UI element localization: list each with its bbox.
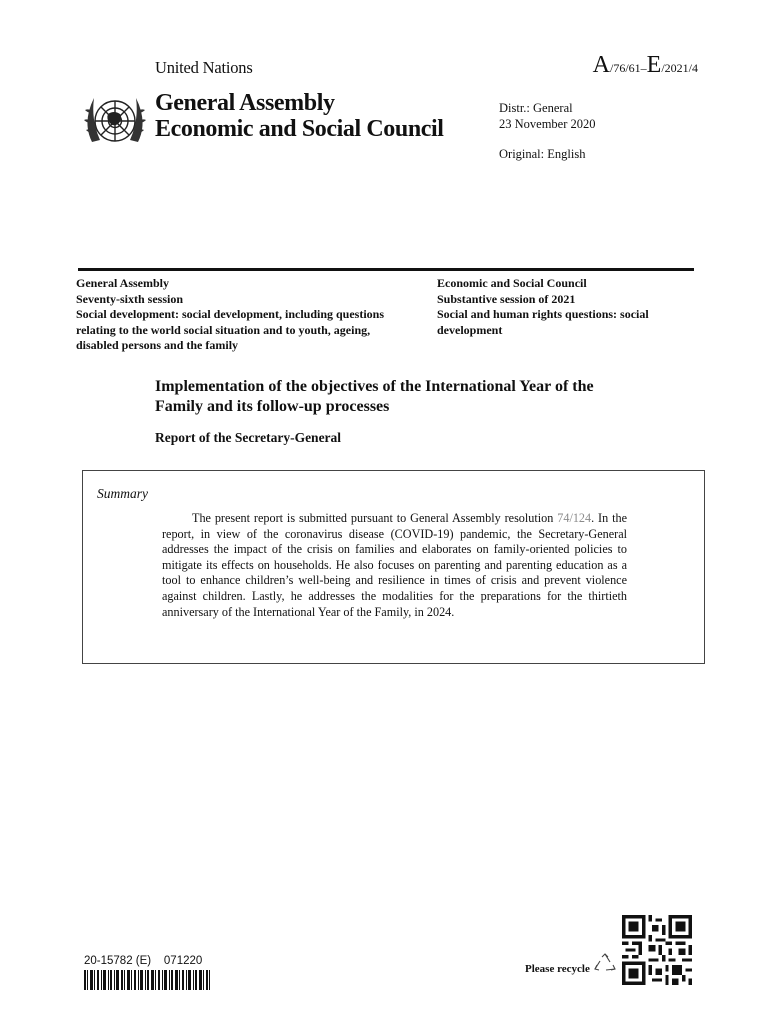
- summary-heading: Summary: [97, 486, 148, 501]
- agenda-general-assembly: [76, 276, 396, 354]
- summary-text-end: . In the report, in view of the coronavirus disease (COVID-19) pandemic, the Secretary-General addresses the impact of the crisis on families and elaborates on family-oriented policies to mitigate its effects on households. He also focuses on parenting and parenting education as a tool to enhance children’s well-being and resilience in times of crisis and prevent violence against children. Lastly, he addresses the modalities for the preparations for the thirtieth anniversary of the International Year of the Family, in 2024.: [162, 511, 627, 619]
- resolution-link[interactable]: 74/124: [557, 511, 592, 525]
- organ-general-assembly: General Assembly: [155, 90, 335, 116]
- issue-date: 23 November 2020: [499, 117, 596, 131]
- symbol-e-suffix: /2021/4: [661, 61, 698, 75]
- agenda-left-line-1: General Assembly: [76, 276, 169, 290]
- agenda-ecosoc: [437, 276, 695, 338]
- qr-code-icon: [622, 915, 692, 985]
- distribution: Distr.: General: [499, 101, 573, 115]
- agenda-left-line-3: Social development: social development, including questions relating to the world social situation and to youth, ageing, disabled persons and the family: [76, 307, 385, 352]
- agenda-left-line-2: Seventy-sixth session: [76, 291, 184, 306]
- symbol-a: A: [592, 52, 610, 78]
- original-language: Original: English: [499, 147, 586, 161]
- summary-text: [162, 511, 627, 620]
- recycle-icon: [593, 953, 617, 977]
- org-name: United Nations: [155, 58, 253, 77]
- header-divider: [78, 268, 694, 271]
- agenda-right-line-3: Social and human rights questions: social development: [437, 307, 649, 337]
- document-title: Implementation of the objectives of the International Year of the Family and its follow-up processes: [155, 378, 594, 415]
- recycle-label: Please recycle: [525, 963, 590, 975]
- symbol-e: E: [646, 52, 662, 78]
- summary-text-start: The present report is submitted pursuant to General Assembly resolution: [192, 511, 558, 525]
- symbol-a-suffix: /76/61–: [609, 61, 647, 75]
- organ-ecosoc: Economic and Social Council: [155, 116, 444, 142]
- document-number: 20-15782 (E) 071220: [84, 955, 203, 967]
- agenda-right-line-2: Substantive session of 2021: [437, 291, 576, 306]
- document-subtitle: Report of the Secretary-General: [155, 430, 342, 445]
- un-emblem-icon: [78, 90, 152, 152]
- barcode-icon: [84, 970, 210, 990]
- document-symbol: [593, 52, 698, 79]
- agenda-right-line-1: Economic and Social Council: [437, 276, 587, 290]
